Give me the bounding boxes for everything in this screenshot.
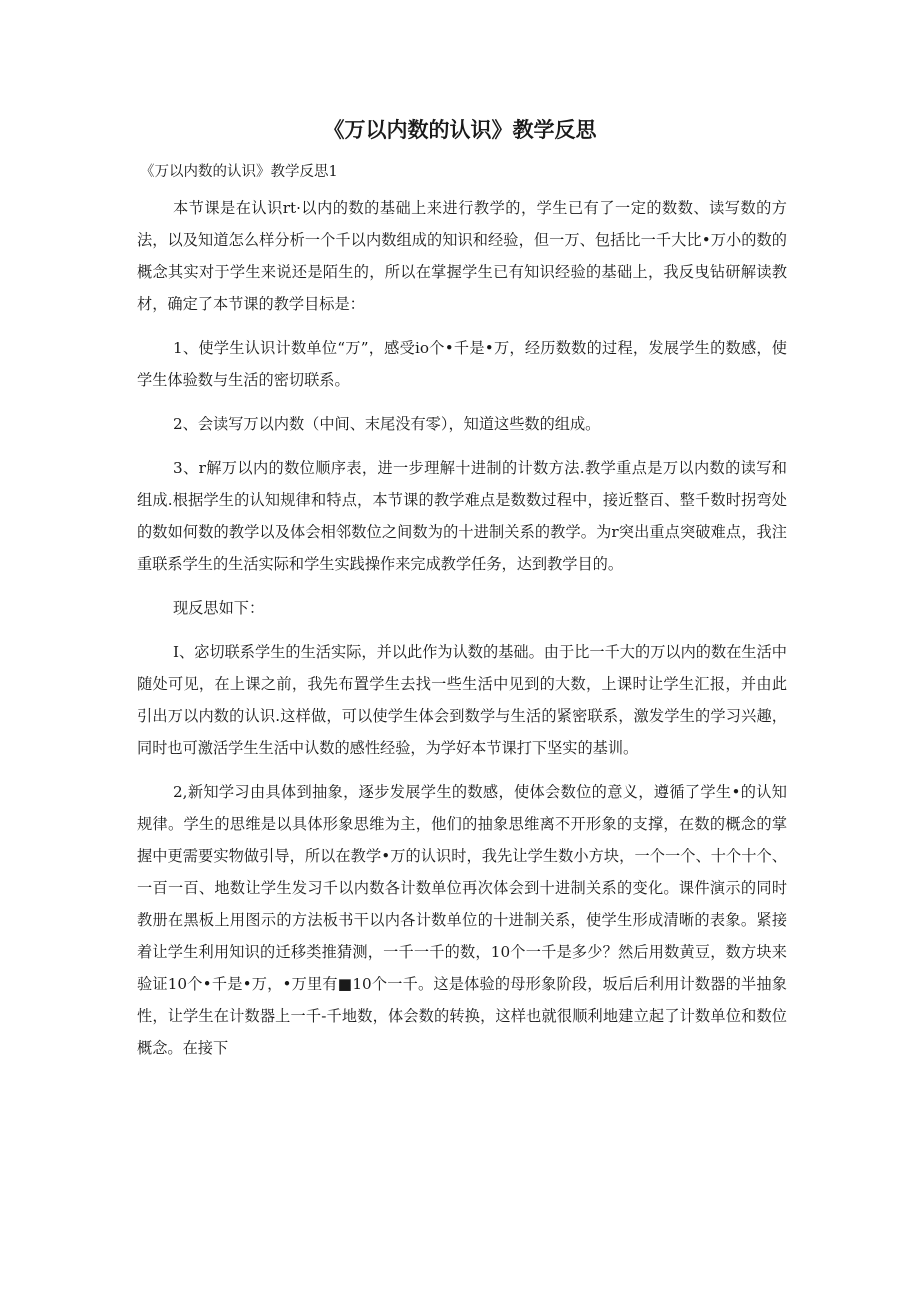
paragraph-reflection-lead: 现反思如下： [173,599,265,617]
paragraph-reflection-1: I、宓切联系学生的生活实际，并以此作为认数的基础。由于比一千大的万以内的数在生活中随处可见，在上课之前，我先布置学生去找一些生活中见到的大数，上课时让学生汇报，并由此引出万以内数的认识.这样做，可以使学生体会到数学与生活的紧密联系，激发学生的学习兴趣，同时也可激活学生生活中认数的感性经验，为学好本节课打下坚实的基训。 [137,643,787,757]
document-body [137,192,787,1076]
paragraph-intro: 本节课是在认识rt·以内的数的基础上来进行教学的，学生已有了一定的数数、读写数的方法，以及知道怎么样分析一个千以内数组成的知识和经验，但一万、包括比一千大比•万小的数的概念其实对于学生来说还是陌生的，所以在掌握学生已有知识经验的基础上，我反曳钻研解读教材，确定了本节课的教学目标是： [137,199,787,313]
paragraph-goal-2: 2、会读写万以内数（中间、末尾没有零），知道这些数的组成。 [173,415,601,433]
paragraph-goal-3: 3、r解万以内的数位顺序表，进一步理解十进制的计数方法.教学重点是万以内数的读写和组成.根据学生的认知规律和特点，本节课的教学难点是数数过程中，接近整百、整千数时拐弯处的数如何数的教学以及体会相邻数位之间数为的十进制关系的教学。为r突出重点突破难点，我注重联系学生的生活实际和学生实践操作来完成教学任务，达到教学目的。 [137,459,787,573]
paragraph-reflection-2: 2,新知学习由具体到抽象，逐步发展学生的数感，使体会数位的意义，遵循了学生•的认知规律。学生的思维是以具体形象思维为主，他们的抽象思维离不开形象的支撑，在数的概念的掌握中更需要实物做引导，所以在教学•万的认识时，我先让学生数小方块，一个一个、十个十个、一百一百、地数让学生发习千以内数各计数单位再次体会到十进制关系的变化。课件演示的同时教册在黑板上用图示的方法板书干以内各计数单位的十进制关系，使学生形成清晰的表象。紧接着让学生利用知识的迁移类推猜测，一千一千的数，10个一千是多少？然后用数黄豆，数方块来验证10个•千是•万，•万里有■10个一千。这是体验的母形象阶段，坂后后利用计数器的半抽象性，让学生在计数器上一千-千地数，体会数的转换，这样也就很顺利地建立起了计数单位和数位概念。在接下 [137,783,787,1057]
paragraph-goal-1: 1、使学生认识计数单位“万”，感受io个•千是•万，经历数数的过程，发展学生的数感，使学生体验数与生活的密切联系。 [137,339,787,389]
document-subtitle: 《万以内数的认识》教学反思1 [140,164,338,180]
document-title: 《万以内数的认识》教学反思 [323,118,597,142]
